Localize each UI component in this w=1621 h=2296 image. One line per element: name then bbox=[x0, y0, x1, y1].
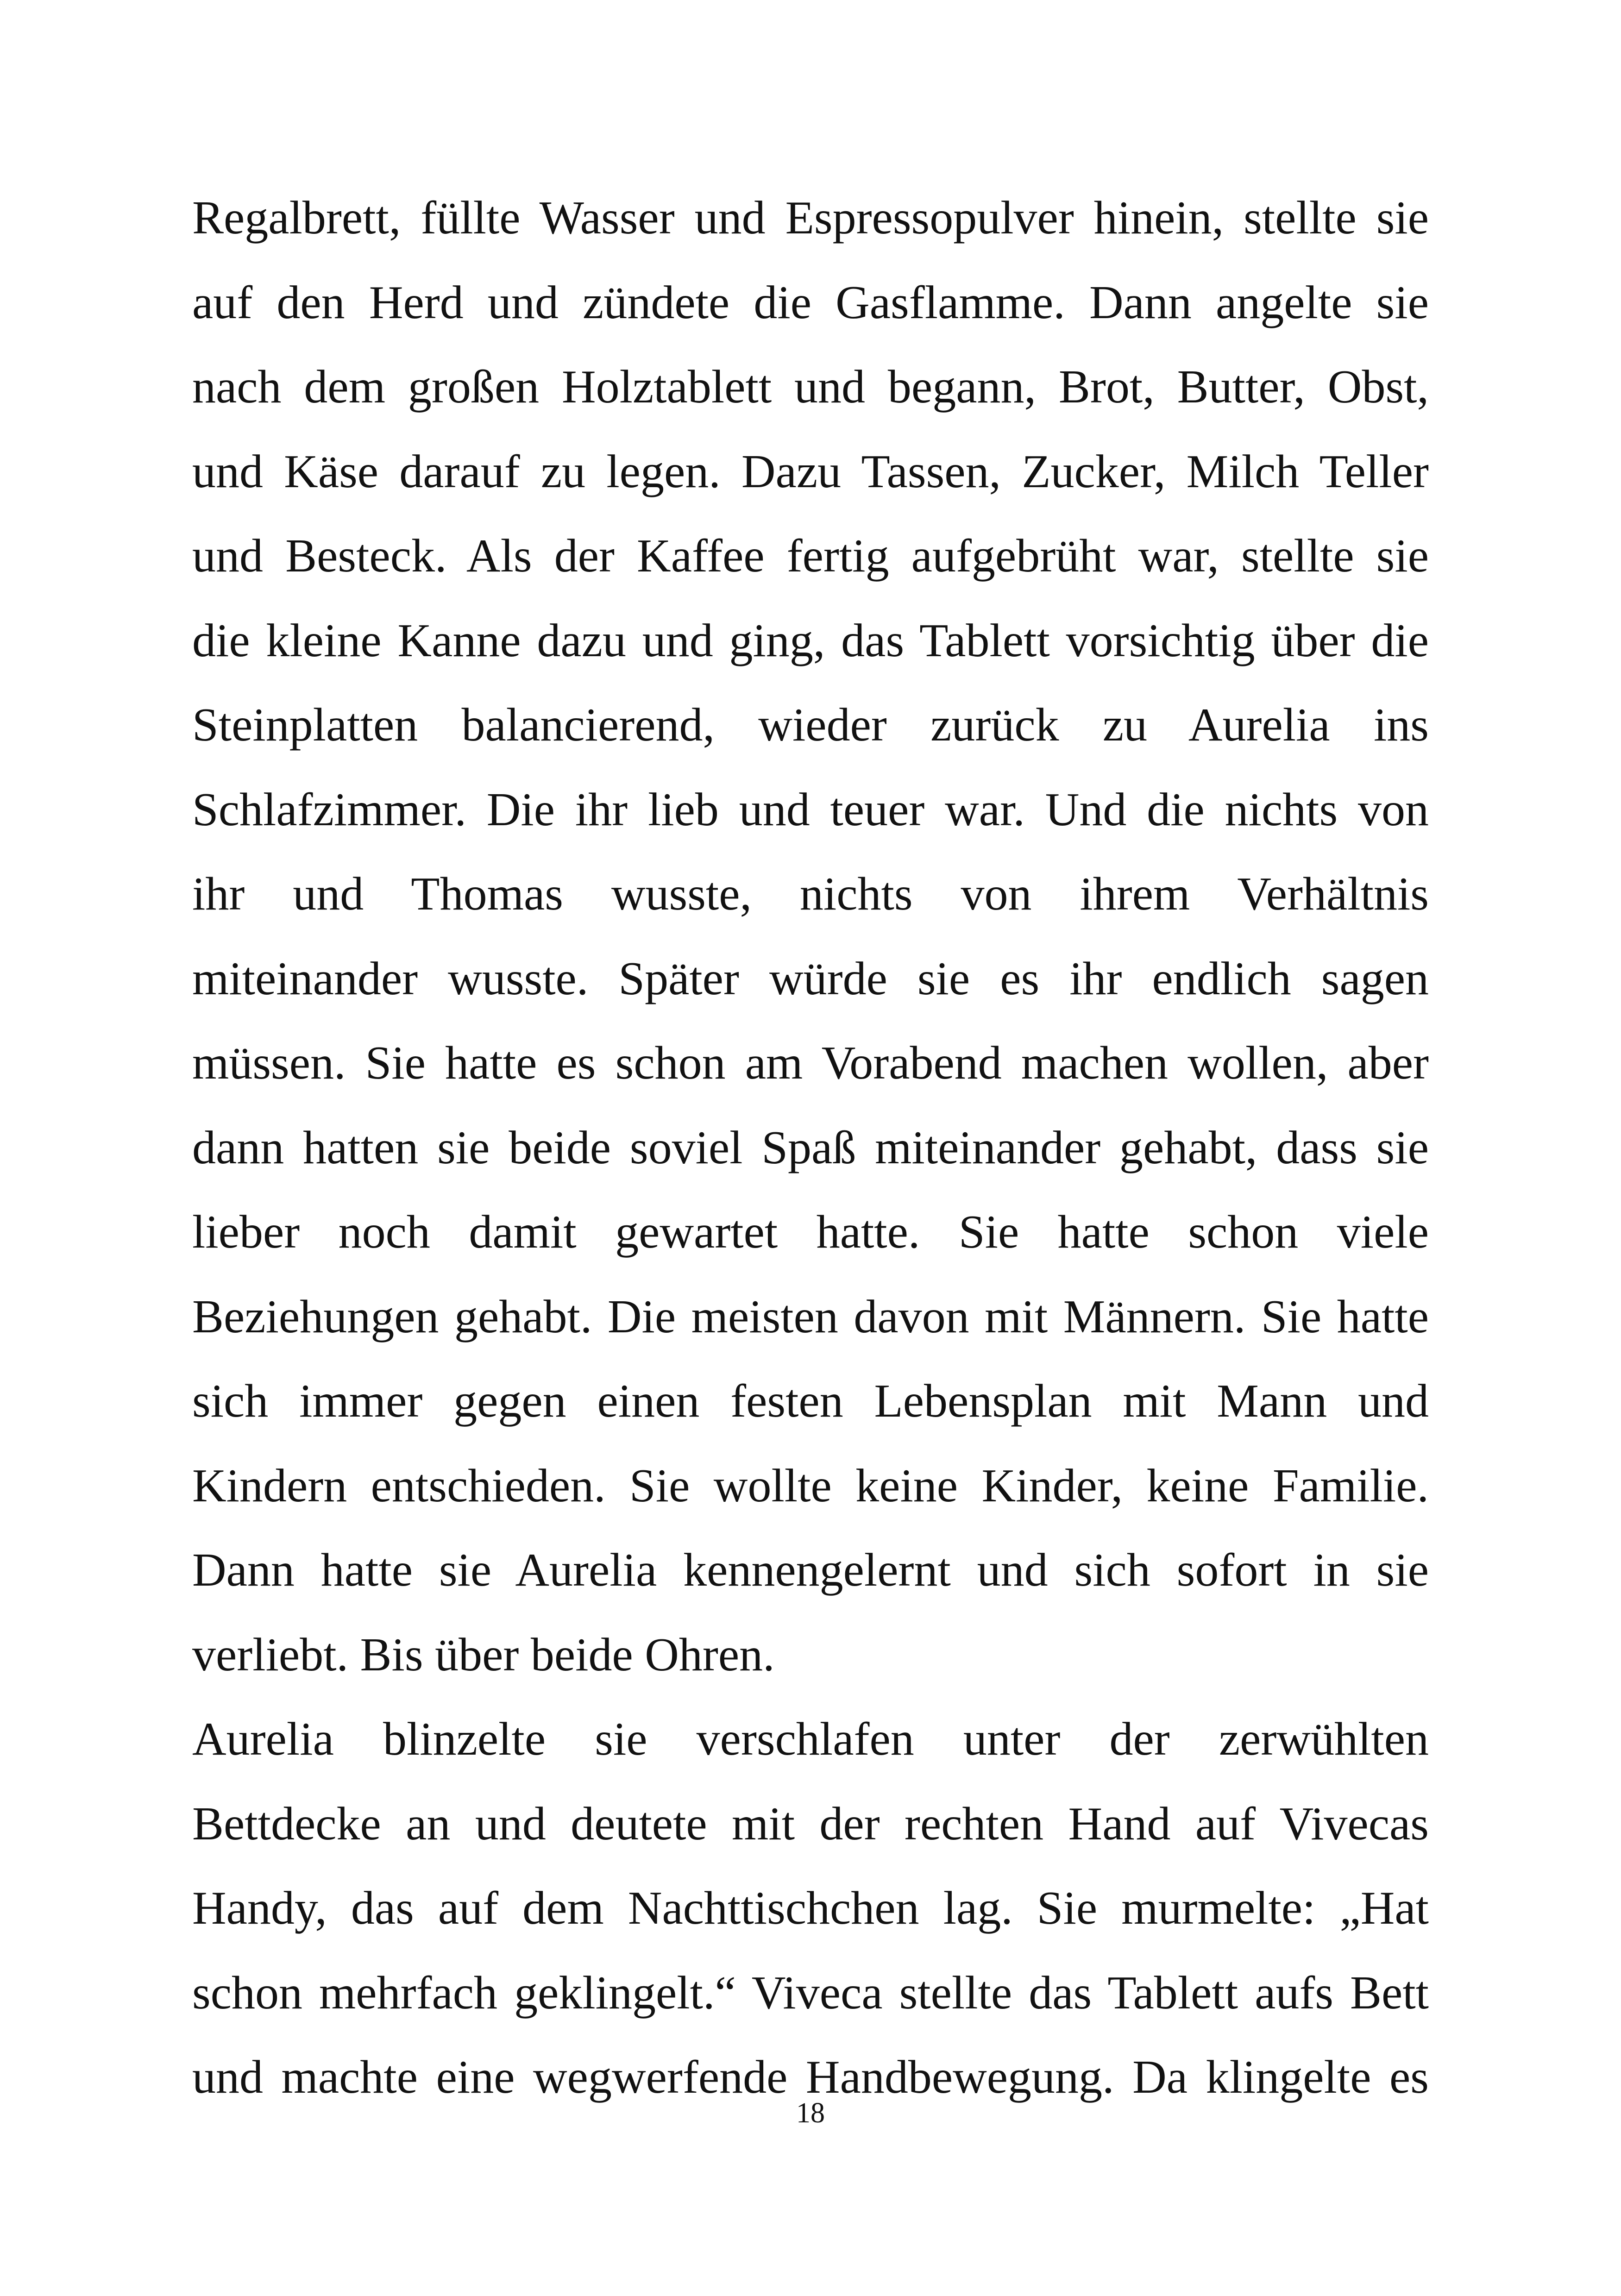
text-line: und machte eine wegwerfende Handbewegung. Da klingelte es bbox=[192, 2051, 1429, 2103]
text-line: sich immer gegen einen festen Lebensplan mit Mann und bbox=[192, 1375, 1429, 1427]
text-line: schon mehrfach geklingelt.“ Viveca stellte das Tablett aufs Bett bbox=[192, 1966, 1429, 2019]
text-line: Bettdecke an und deutete mit der rechten Hand auf Vivecas bbox=[192, 1797, 1429, 1850]
text-line: Kindern entschieden. Sie wollte keine Kinder, keine Familie. bbox=[192, 1459, 1429, 1512]
text-line: ihr und Thomas wusste, nichts von ihrem Verhältnis bbox=[192, 868, 1429, 920]
text-line: die kleine Kanne dazu und ging, das Tablett vorsichtig über die bbox=[192, 614, 1429, 667]
text-line: Schlafzimmer. Die ihr lieb und teuer war. Und die nichts von bbox=[192, 783, 1429, 836]
text-line: Dann hatte sie Aurelia kennengelernt und sich sofort in sie bbox=[192, 1544, 1429, 1596]
text-line: nach dem großen Holztablett und begann, Brot, Butter, Obst, bbox=[192, 361, 1429, 413]
text-line: auf den Herd und zündete die Gasflamme. Dann angelte sie bbox=[192, 276, 1429, 329]
text-line: dann hatten sie beide soviel Spaß miteinander gehabt, dass sie bbox=[192, 1121, 1429, 1174]
text-line: und Käse darauf zu legen. Dazu Tassen, Zucker, Milch Teller bbox=[192, 445, 1429, 498]
text-line: Regalbrett, füllte Wasser und Espressopulver hinein, stellte sie bbox=[192, 192, 1429, 244]
text-line: Handy, das auf dem Nachttischchen lag. Sie murmelte: „Hat bbox=[192, 1882, 1429, 1934]
text-line: und Besteck. Als der Kaffee fertig aufgebrüht war, stellte sie bbox=[192, 530, 1429, 582]
text-line: verliebt. Bis über beide Ohren. bbox=[192, 1628, 775, 1681]
text-line: miteinander wusste. Später würde sie es ihr endlich sagen bbox=[192, 952, 1429, 1005]
text-line: müssen. Sie hatte es schon am Vorabend machen wollen, aber bbox=[192, 1037, 1429, 1089]
text-line: Beziehungen gehabt. Die meisten davon mit Männern. Sie hatte bbox=[192, 1290, 1429, 1343]
text-line: Aurelia blinzelte sie verschlafen unter der zerwühlten bbox=[192, 1713, 1429, 1765]
text-line: Steinplatten balancierend, wieder zurück zu Aurelia ins bbox=[192, 699, 1429, 751]
page-number: 18 bbox=[796, 2097, 825, 2129]
text-line: lieber noch damit gewartet hatte. Sie hatte schon viele bbox=[192, 1206, 1429, 1258]
body-text bbox=[192, 176, 1429, 2120]
